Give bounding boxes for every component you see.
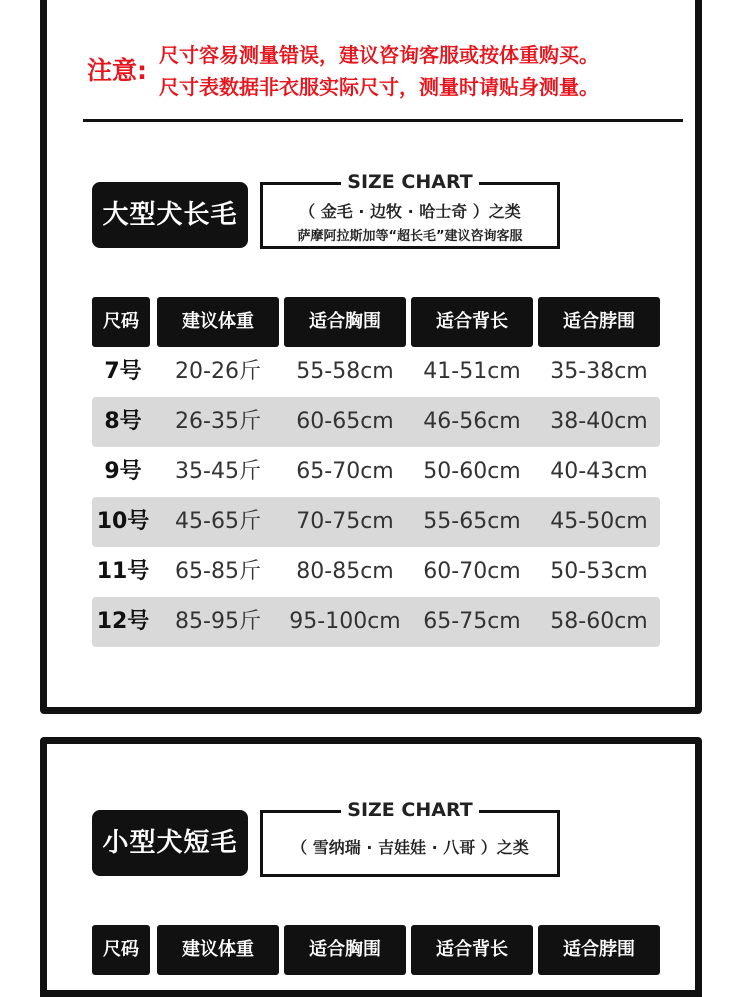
cell-size: 12号 bbox=[96, 609, 150, 634]
cell-size: 7号 bbox=[104, 359, 142, 384]
notice-line-2: 尺寸表数据非衣服实际尺寸，测量时请贴身测量。 bbox=[159, 75, 599, 99]
cell-neck: 40-43cm bbox=[550, 459, 648, 484]
table-row bbox=[92, 447, 660, 497]
header-back-length: 适合背长 bbox=[411, 925, 533, 975]
table-row bbox=[92, 347, 660, 397]
size-chart-box bbox=[260, 799, 560, 877]
cell-neck: 35-38cm bbox=[550, 359, 648, 384]
size-table bbox=[92, 925, 660, 975]
cell-weight: 45-65斤 bbox=[175, 509, 261, 534]
size-panel-small-short-hair bbox=[40, 737, 702, 997]
cell-weight: 35-45斤 bbox=[175, 459, 261, 484]
cell-chest: 65-70cm bbox=[296, 459, 394, 484]
header-weight: 建议体重 bbox=[157, 925, 279, 975]
cell-size: 11号 bbox=[96, 559, 150, 584]
notice-line-1: 尺寸容易测量错误，建议咨询客服或按体重购买。 bbox=[159, 43, 599, 67]
cell-back-length: 55-65cm bbox=[423, 509, 521, 534]
header-neck: 适合脖围 bbox=[538, 297, 660, 347]
cell-back-length: 50-60cm bbox=[423, 459, 521, 484]
cell-chest: 80-85cm bbox=[296, 559, 394, 584]
header-chest: 适合胸围 bbox=[284, 297, 406, 347]
cell-neck: 45-50cm bbox=[550, 509, 648, 534]
cell-weight: 85-95斤 bbox=[175, 609, 261, 634]
cell-neck: 58-60cm bbox=[550, 609, 648, 634]
size-chart-box bbox=[260, 171, 560, 249]
cell-chest: 55-58cm bbox=[296, 359, 394, 384]
size-panel-large-long-hair bbox=[40, 0, 702, 714]
measurement-notice bbox=[87, 37, 687, 107]
cell-neck: 50-53cm bbox=[550, 559, 648, 584]
cell-back-length: 46-56cm bbox=[423, 409, 521, 434]
cell-weight: 26-35斤 bbox=[175, 409, 261, 434]
cell-back-length: 65-75cm bbox=[423, 609, 521, 634]
divider bbox=[83, 119, 683, 122]
category-badge: 大型犬长毛 bbox=[92, 182, 248, 248]
size-chart-title: SIZE CHART bbox=[263, 171, 557, 193]
notice-label: 注意: bbox=[87, 56, 147, 85]
cell-size: 8号 bbox=[104, 409, 142, 434]
cell-size: 9号 bbox=[104, 459, 142, 484]
category-badge: 小型犬短毛 bbox=[92, 810, 248, 876]
breed-examples: （ 雪纳瑞 · 吉娃娃 · 八哥 ）之类 bbox=[291, 838, 529, 857]
table-row bbox=[92, 597, 660, 647]
cell-weight: 65-85斤 bbox=[175, 559, 261, 584]
cell-chest: 95-100cm bbox=[289, 609, 401, 634]
cell-neck: 38-40cm bbox=[550, 409, 648, 434]
size-chart-title: SIZE CHART bbox=[263, 799, 557, 821]
header-neck: 适合脖围 bbox=[538, 925, 660, 975]
cell-chest: 60-65cm bbox=[296, 409, 394, 434]
header-back-length: 适合背长 bbox=[411, 297, 533, 347]
header-weight: 建议体重 bbox=[157, 297, 279, 347]
cell-chest: 70-75cm bbox=[296, 509, 394, 534]
header-size: 尺码 bbox=[92, 297, 150, 347]
cell-size: 10号 bbox=[96, 509, 150, 534]
header-chest: 适合胸围 bbox=[284, 925, 406, 975]
cell-weight: 20-26斤 bbox=[175, 359, 261, 384]
cell-back-length: 41-51cm bbox=[423, 359, 521, 384]
table-row bbox=[92, 497, 660, 547]
cell-back-length: 60-70cm bbox=[423, 559, 521, 584]
header-size: 尺码 bbox=[92, 925, 150, 975]
long-hair-note: 萨摩阿拉斯加等“超长毛”建议咨询客服 bbox=[297, 229, 523, 244]
breed-examples: （ 金毛 · 边牧 · 哈士奇 ）之类 bbox=[299, 202, 521, 221]
table-row bbox=[92, 547, 660, 597]
size-table bbox=[92, 297, 660, 647]
table-row bbox=[92, 397, 660, 447]
